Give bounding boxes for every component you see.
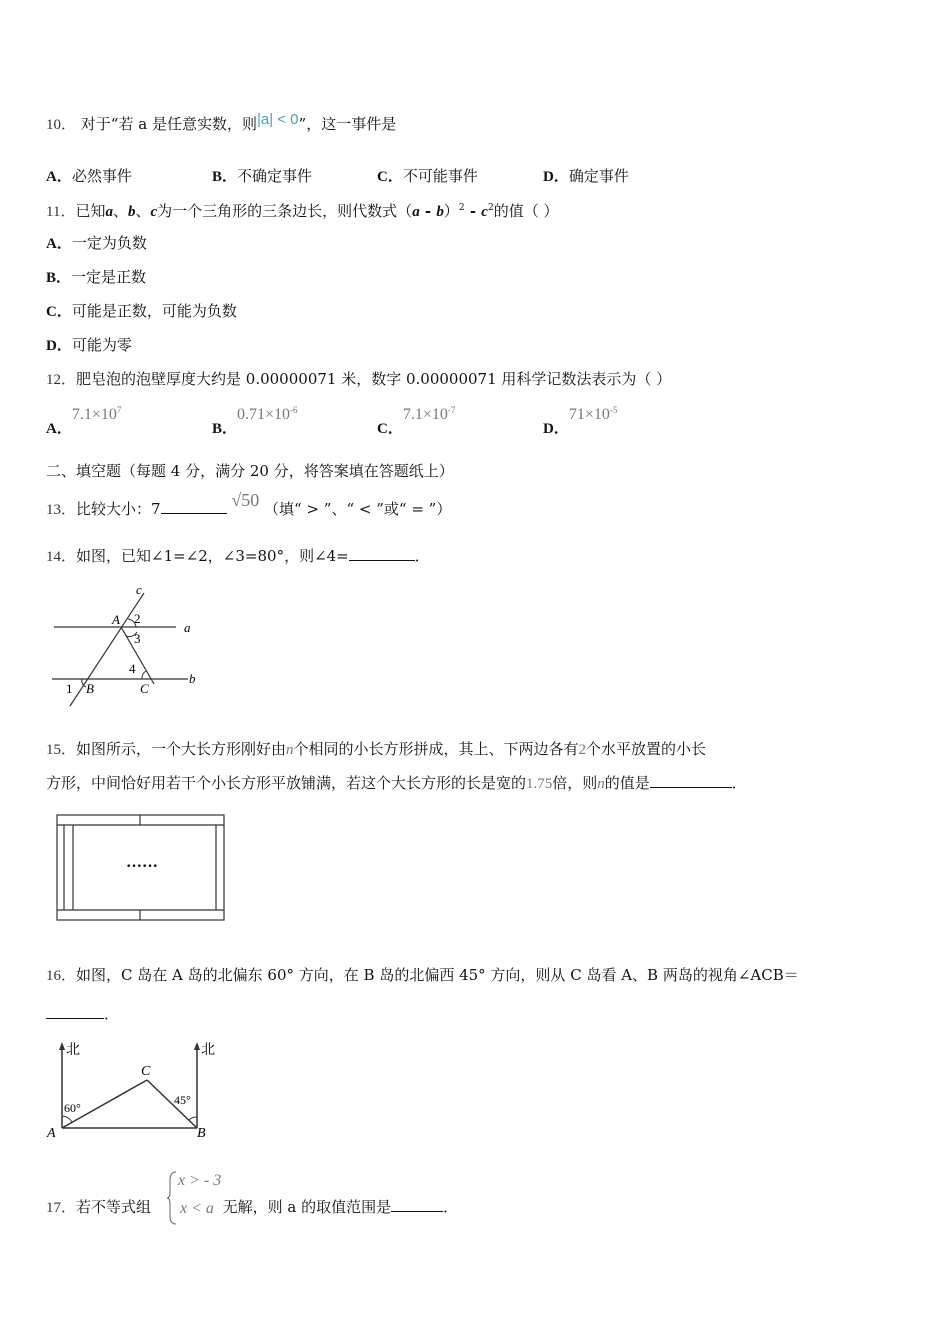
answer-blank[interactable] bbox=[161, 499, 227, 514]
question-text: 对于“若 a 是任意实数，则 bbox=[80, 115, 257, 133]
inequality-1: x > - 3 bbox=[178, 1172, 222, 1189]
svg-text:C: C bbox=[140, 681, 149, 696]
question-text: 如图所示，一个大长方形刚好由 bbox=[76, 740, 287, 758]
question-text: 个水平放置的小长 bbox=[586, 740, 707, 758]
question-15-line2 bbox=[46, 773, 747, 794]
point-B: B bbox=[197, 1126, 206, 1141]
var-n: n bbox=[286, 742, 294, 758]
var-n: n bbox=[597, 776, 605, 792]
svg-text:3: 3 bbox=[134, 631, 141, 646]
option-c: C．可能是正数，可能为负数 bbox=[46, 302, 237, 320]
question-text: ） bbox=[443, 202, 459, 220]
svg-text:B: B bbox=[86, 681, 94, 696]
operator: - bbox=[464, 202, 482, 220]
question-text: 的值是 bbox=[604, 774, 650, 792]
question-number: 14． bbox=[46, 549, 77, 565]
option-c: C．不可能事件 bbox=[377, 167, 478, 185]
question-14 bbox=[46, 546, 430, 567]
question-text: 的值（ ） bbox=[493, 202, 559, 220]
question-number: 15． bbox=[46, 742, 77, 758]
question-text: 若不等式组 bbox=[76, 1198, 152, 1216]
var-c: c bbox=[150, 204, 158, 220]
svg-text:······: ······ bbox=[126, 858, 159, 875]
option-a: A．一定为负数 bbox=[46, 234, 147, 252]
brace-icon bbox=[166, 1170, 178, 1226]
question-number: 16． bbox=[46, 968, 77, 984]
question-number: 17． bbox=[46, 1200, 77, 1216]
question-number: 11． bbox=[46, 204, 76, 220]
math-formula: |a| < 0 bbox=[256, 111, 299, 128]
question-17 bbox=[46, 1197, 458, 1218]
answer-blank[interactable] bbox=[391, 1197, 443, 1212]
question-12 bbox=[46, 369, 671, 390]
hint-text: （填“ > ”、“ < ”或“ = ”） bbox=[264, 500, 452, 518]
question-text: ”，这一事件是 bbox=[298, 115, 397, 133]
north-label-right: 北 bbox=[201, 1043, 215, 1058]
north-label-left: 北 bbox=[66, 1043, 80, 1058]
number: 2 bbox=[578, 742, 587, 758]
question-13 bbox=[46, 490, 452, 520]
var-a: a bbox=[105, 204, 113, 220]
option-d: D．可能为零 bbox=[46, 336, 132, 354]
var-a: a bbox=[412, 204, 420, 220]
answer-blank[interactable] bbox=[650, 773, 732, 788]
math-sqrt: √50 bbox=[231, 490, 260, 510]
question-text: 方形，中间恰好用若干个小长方形平放铺满，若这个大长方形的长是宽的 bbox=[46, 774, 527, 792]
question-number: 10． bbox=[46, 117, 77, 133]
question-text: 如图，C 岛在 A 岛的北偏东 60° 方向，在 B 岛的北偏西 45° 方向，则从 C 岛看 A、B 两岛的视角∠ACB＝ bbox=[76, 966, 799, 984]
point-C: C bbox=[141, 1064, 151, 1079]
question-number: 12． bbox=[46, 372, 77, 388]
svg-text:2: 2 bbox=[134, 611, 141, 626]
option-d: D．确定事件 bbox=[543, 167, 629, 185]
island-bearing-figure bbox=[44, 1038, 224, 1142]
inequality-system bbox=[166, 1170, 226, 1226]
option-a: A．必然事件 bbox=[46, 167, 132, 185]
exponent: 2 bbox=[487, 203, 494, 213]
parallel-lines-figure bbox=[46, 580, 216, 710]
svg-text:a: a bbox=[184, 620, 191, 635]
rectangle-tiling-figure bbox=[56, 814, 226, 922]
option-d: D．$71\times 10^{-5}$ bbox=[543, 405, 618, 437]
operator: - bbox=[419, 202, 437, 220]
question-text: 为一个三角形的三条边长，则代数式（ bbox=[157, 202, 413, 220]
var-b: b bbox=[436, 204, 444, 220]
label-c: c bbox=[136, 582, 142, 597]
question-text: 倍，则 bbox=[552, 774, 598, 792]
question-text: 如图，已知∠1=∠2，∠3=80°，则∠4= bbox=[76, 547, 349, 565]
ratio-value: 1.75 bbox=[526, 776, 553, 792]
period: ． bbox=[104, 1005, 120, 1023]
question-number: 13． bbox=[46, 502, 77, 518]
question-text: 已知 bbox=[75, 202, 106, 220]
var-c: c bbox=[481, 204, 488, 220]
option-b: B．不确定事件 bbox=[212, 167, 313, 185]
period: ． bbox=[443, 1198, 459, 1216]
separator: 、 bbox=[112, 202, 128, 220]
period: ． bbox=[731, 774, 747, 792]
section-title: 二、填空题（每题 4 分，满分 20 分，将答案填在答题纸上） bbox=[46, 462, 454, 480]
point-A: A bbox=[47, 1126, 56, 1141]
answer-blank[interactable] bbox=[46, 1004, 104, 1019]
exponent: 2 bbox=[458, 203, 465, 213]
question-11 bbox=[46, 198, 558, 222]
option-a: A．$7.1\times 10^7$ bbox=[46, 405, 122, 437]
inequality-2: x < a bbox=[180, 1200, 214, 1217]
question-text: 无解，则 a 的取值范围是 bbox=[222, 1198, 392, 1216]
angle-60: 60° bbox=[64, 1101, 81, 1115]
period: ． bbox=[414, 547, 430, 565]
question-text: 比较大小：7 bbox=[76, 500, 161, 518]
option-b: B．$0.71\times 10^{-6}$ bbox=[212, 405, 298, 437]
svg-text:1: 1 bbox=[66, 681, 73, 696]
angle-45: 45° bbox=[174, 1093, 191, 1107]
svg-text:b: b bbox=[189, 671, 196, 686]
question-text: 肥皂泡的泡壁厚度大约是 0.00000071 米，数字 0.00000071 用科学记数法表示为（ ） bbox=[76, 370, 672, 388]
answer-blank[interactable] bbox=[349, 546, 415, 561]
option-b: B．一定是正数 bbox=[46, 268, 147, 286]
question-10 bbox=[46, 111, 397, 135]
question-15 bbox=[46, 739, 706, 760]
svg-text:4: 4 bbox=[129, 661, 136, 676]
label-A: A bbox=[112, 612, 120, 627]
separator: 、 bbox=[135, 202, 151, 220]
var-b: b bbox=[127, 204, 136, 220]
question-16 bbox=[46, 965, 799, 986]
question-text: 个相同的小长方形拼成，其上、下两边各有 bbox=[293, 740, 579, 758]
question-16-line2 bbox=[46, 1004, 119, 1024]
option-c: C．$7.1\times 10^{-7}$ bbox=[377, 405, 456, 437]
